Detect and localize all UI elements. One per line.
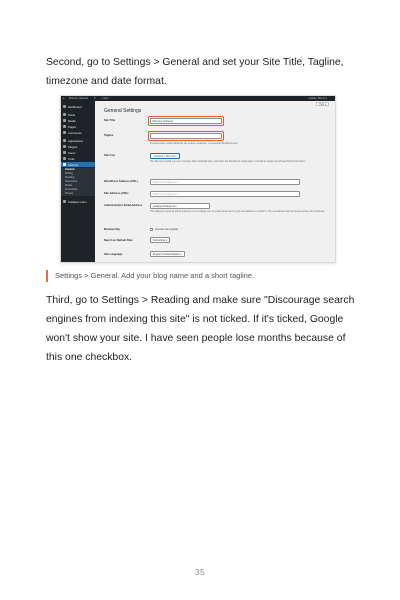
membership-label: Membership xyxy=(104,228,120,231)
site-icon-label: Site Icon xyxy=(104,154,116,157)
help-tab: Help ▾ xyxy=(316,102,329,106)
wp-admin-sidebar xyxy=(61,101,95,262)
submenu-general: General xyxy=(61,168,95,172)
settings-content-area xyxy=(95,101,335,262)
choose-site-icon-button: Choose a Site Icon xyxy=(150,153,180,159)
settings-icon xyxy=(63,163,66,166)
admin-bar-site-name: Mommy Harvest xyxy=(69,97,88,100)
tagline-highlight-box xyxy=(148,131,224,141)
media-icon xyxy=(63,119,66,122)
wordpress-address-label: WordPress Address (URL) xyxy=(104,180,138,183)
site-title-row xyxy=(104,117,327,127)
site-icon-description: The Site Icon is what you see in browser tabs, bookmark bars, and within the WordPress mobile apps. It should be square and at least 512 by 512 pixels. xyxy=(150,161,306,163)
sidebar-item-users: Users xyxy=(61,150,95,155)
instruction-paragraph-settings-reading: Third, go to Settings > Reading and make sure "Discourage search engines from indexing this site" is not ticked. If it's ticked, Google won't show your site. I have seen people lose months because of this one checkbox. xyxy=(46,295,355,363)
submenu-reading: Reading xyxy=(61,176,95,180)
pin-icon xyxy=(63,113,66,116)
submenu-permalinks: Permalinks xyxy=(61,188,95,192)
sidebar-item-plugins: Plugins xyxy=(61,144,95,149)
site-address-label: Site Address (URL) xyxy=(104,192,129,195)
sidebar-collapse-menu: Collapse menu xyxy=(61,199,95,204)
sidebar-item-media: Media xyxy=(61,118,95,123)
site-address-input: https://yourblog.com xyxy=(150,191,300,197)
site-language-row xyxy=(104,251,327,259)
submenu-privacy: Privacy xyxy=(61,192,95,196)
sidebar-item-comments: Comments xyxy=(61,130,95,135)
comment-icon xyxy=(63,131,66,134)
submenu-media: Media xyxy=(61,184,95,188)
settings-page-title: General Settings xyxy=(104,108,142,114)
sidebar-item-dashboard: Dashboard xyxy=(61,104,95,109)
admin-email-input: you@yourblog.com xyxy=(150,203,210,209)
tagline-description: In a few words, explain what this site is about. Example: "Just another WordPress site." xyxy=(150,143,239,145)
sidebar-item-posts: Posts xyxy=(61,112,95,117)
user-icon xyxy=(63,151,66,154)
admin-bar-howdy: Howdy, Mommy xyxy=(308,97,327,100)
anyone-can-register-label: Anyone can register xyxy=(155,228,179,231)
screenshot-caption: Settings > General. Add your blog name and a short tagline. xyxy=(46,270,254,282)
admin-bar-new: + New xyxy=(101,97,109,100)
instruction-paragraph-settings-general: Second, go to Settings > General and set your Site Title, Tagline, timezone and date format. xyxy=(46,57,344,87)
dashboard-icon xyxy=(63,105,66,108)
plugin-icon xyxy=(63,145,66,148)
wordpress-address-row xyxy=(104,179,327,187)
wrench-icon xyxy=(63,157,66,160)
site-address-row xyxy=(104,191,327,199)
site-language-select: English (United States) ▾ xyxy=(150,251,185,257)
admin-email-row xyxy=(104,203,327,223)
default-role-select: Subscriber ▾ xyxy=(150,237,170,243)
site-title-highlight-box xyxy=(148,116,224,126)
sidebar-item-settings: Settings xyxy=(61,162,95,167)
tagline-row xyxy=(104,132,327,148)
admin-bar-comments-count: 0 xyxy=(94,97,96,100)
admin-email-label: Administration Email Address xyxy=(104,204,143,207)
sidebar-item-pages: Pages xyxy=(61,124,95,129)
site-title-input: Mommy Harvest xyxy=(150,118,222,124)
tagline-label: Tagline xyxy=(104,134,114,137)
site-title-label: Site Title xyxy=(104,119,116,122)
admin-email-description: This address is used for admin purposes. If you change this, an email will be sent to your new address to confirm it. The new address will not become active until confirmed. xyxy=(150,211,325,213)
page-icon xyxy=(63,125,66,128)
site-language-label: Site Language xyxy=(104,253,123,256)
wordpress-general-settings-screenshot xyxy=(60,95,336,263)
submenu-writing: Writing xyxy=(61,172,95,176)
sidebar-item-tools: Tools xyxy=(61,156,95,161)
wordpress-address-input: https://yourblog.com xyxy=(150,179,300,185)
default-role-row xyxy=(104,237,327,245)
anyone-can-register-checkbox xyxy=(150,228,153,231)
collapse-icon xyxy=(63,200,66,203)
site-icon-row xyxy=(104,151,327,173)
wordpress-logo-icon: ● xyxy=(63,97,65,100)
sidebar-item-appearance: Appearance xyxy=(61,138,95,143)
membership-row xyxy=(104,227,327,233)
brush-icon xyxy=(63,139,66,142)
default-role-label: New User Default Role xyxy=(104,239,133,242)
submenu-discussion: Discussion xyxy=(61,180,95,184)
page-number: 35 xyxy=(194,567,206,577)
